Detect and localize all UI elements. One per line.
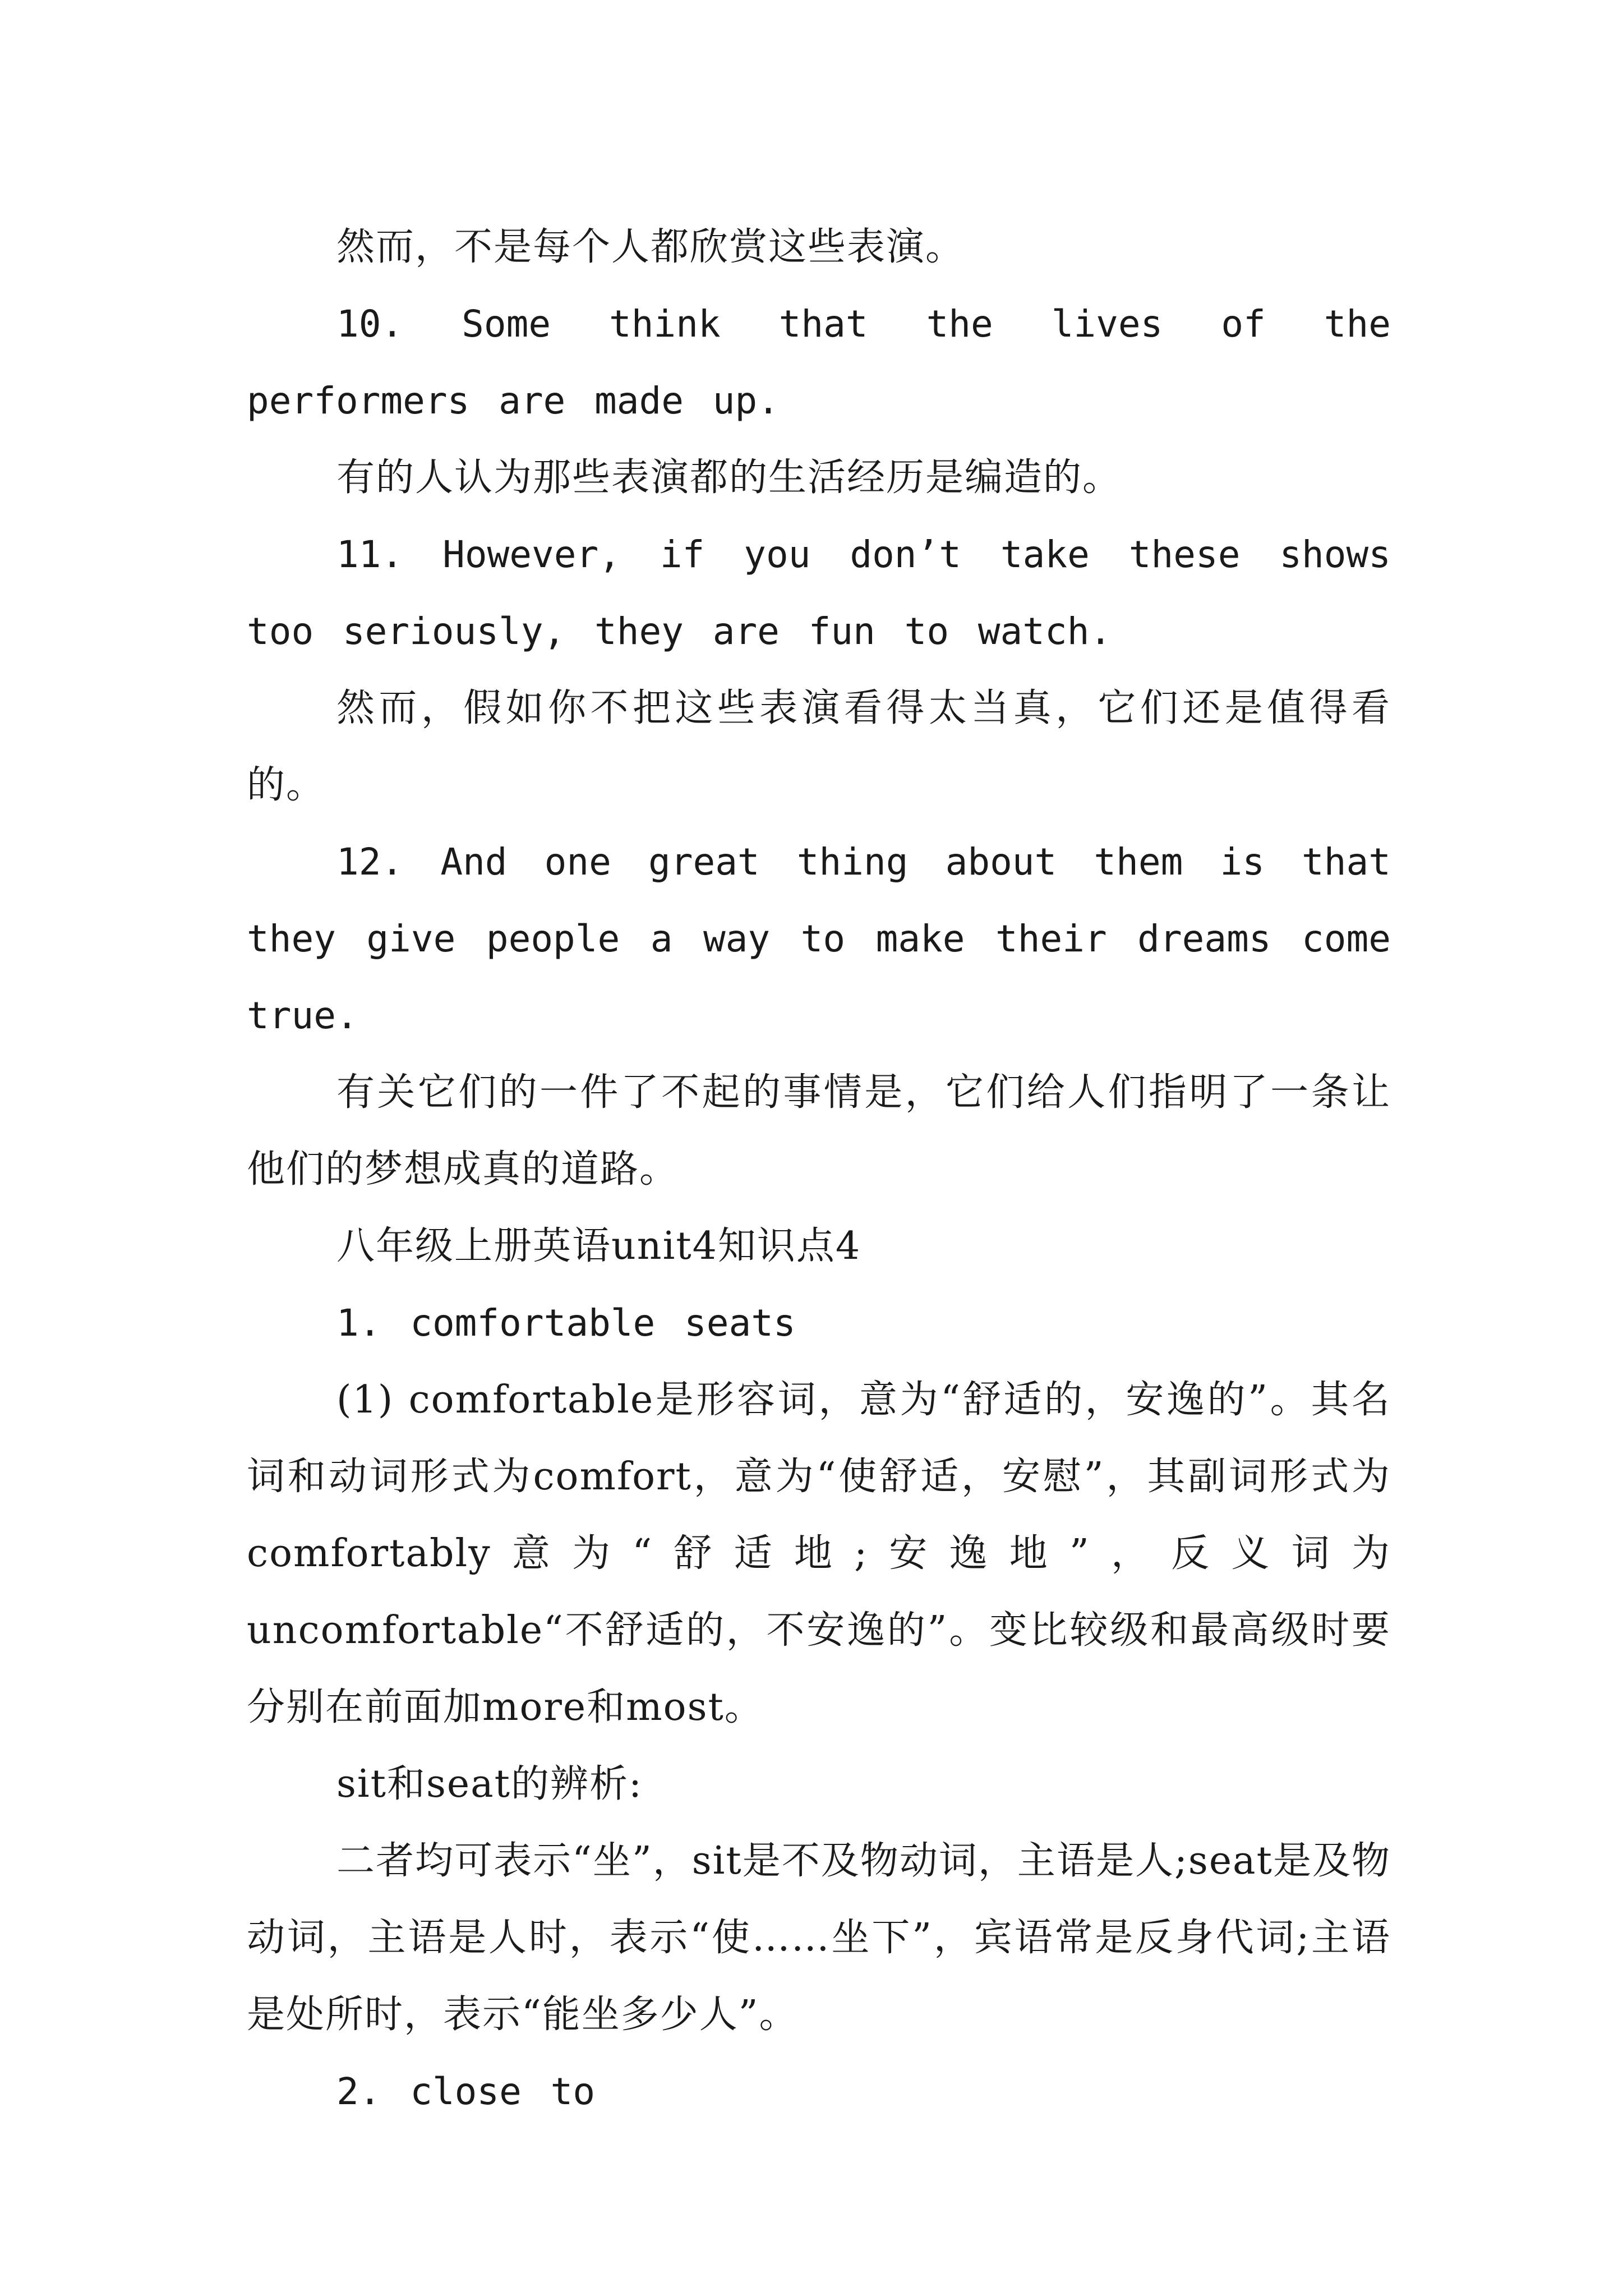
- section-heading: 八年级上册英语unit4知识点4: [336, 1224, 861, 1268]
- point-1-explanation: (1) comfortable是形容词，意为“舒适的，安逸的”。其名词和动词形式为comfort，意为“使舒适，安慰”，其副词形式为comfortably意为“舒适地;安逸地”，反义词为uncomfortable“不舒适的，不安逸的”。变比较级和最高级时要分别在前面加more和most。: [247, 1378, 1391, 1729]
- paragraph-sentence-10: 10. Some think that the lives of the performers are made up.: [247, 302, 1391, 422]
- paragraph-translation-9: 然而，不是每个人都欣赏这些表演。: [336, 225, 965, 269]
- paragraph-sentence-12: 12. And one great thing about them is that they give people a way to make their dreams come true.: [247, 840, 1391, 1037]
- point-2-heading: 2. close to: [336, 2070, 596, 2113]
- paragraph-translation-11: 然而，假如你不把这些表演看得太当真，它们还是值得看的。: [247, 686, 1391, 807]
- paragraph-sentence-11: 11. However, if you don’t take these shows too seriously, they are fun to watch.: [247, 533, 1391, 653]
- document-body: [247, 209, 1391, 2130]
- sit-seat-explanation: 二者均可表示“坐”，sit是不及物动词，主语是人;seat是及物动词，主语是人时，表示“使……坐下”，宾语常是反身代词;主语是处所时，表示“能坐多少人”。: [247, 1839, 1391, 2037]
- point-1-heading: 1. comfortable seats: [336, 1301, 796, 1345]
- paragraph-translation-10: 有的人认为那些表演都的生活经历是编造的。: [336, 455, 1122, 500]
- sit-seat-heading: sit和seat的辨析:: [336, 1762, 643, 1806]
- paragraph-translation-12: 有关它们的一件了不起的事情是，它们给人们指明了一条让他们的梦想成真的道路。: [247, 1070, 1391, 1191]
